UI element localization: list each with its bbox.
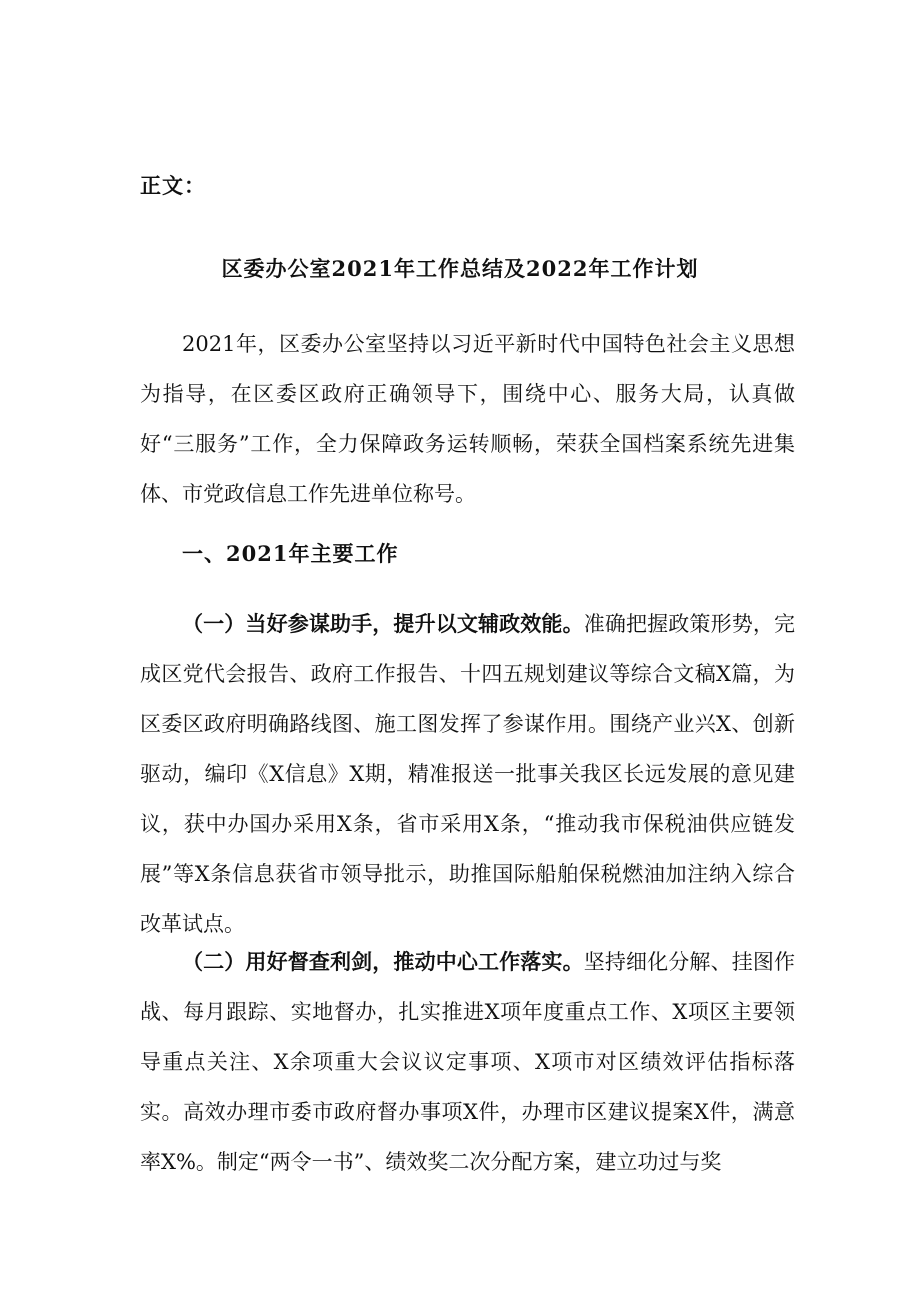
paragraph-2-lead: （二）用好督查利剑，推动中心工作落实。 — [182, 949, 584, 974]
paragraph-2-text: 坚持细化分解、挂图作战、每月跟踪、实地督办，扎实推进X项年度重点工作、X项区主要领导重点关注、X余项重大会议议定事项、X项市对区绩效评估指标落实。高效办理市委市政府督办事项X件，办理市区建议提案X件，满意率X%。制定“两令一书”、绩效奖二次分配方案，建立功过与奖 — [140, 950, 796, 1174]
document-title: 区委办公室2021年工作总结及2022年工作计划 — [221, 256, 699, 281]
section-heading: 一、2021年主要工作 — [182, 541, 399, 566]
intro-paragraph: 2021年，区委办公室坚持以习近平新时代中国特色社会主义思想为指导，在区委区政府正确领导下，围绕中心、服务大局，认真做好“三服务”工作，全力保障政务运转顺畅，荣获全国档案系统先进集体、市党政信息工作先进单位称号。 — [140, 332, 795, 506]
document-label: 正文： — [140, 173, 206, 198]
paragraph-2 — [140, 937, 795, 1187]
paragraph-1-lead: （一）当好参谋助手，提升以文辅政效能。 — [182, 611, 584, 636]
paragraph-1-text: 准确把握政策形势，完成区党代会报告、政府工作报告、十四五规划建议等综合文稿X篇，为区委区政府明确路线图、施工图发挥了参谋作用。围绕产业兴X、创新驱动，编印《X信息》X期，精准报送一批事关我区长远发展的意见建议，获中办国办采用X条，省市采用X条，“推动我市保税油供应链发展”等X条信息获省市领导批示，助推国际船舶保税燃油加注纳入综合改革试点。 — [140, 612, 796, 936]
paragraph-1 — [140, 599, 795, 949]
